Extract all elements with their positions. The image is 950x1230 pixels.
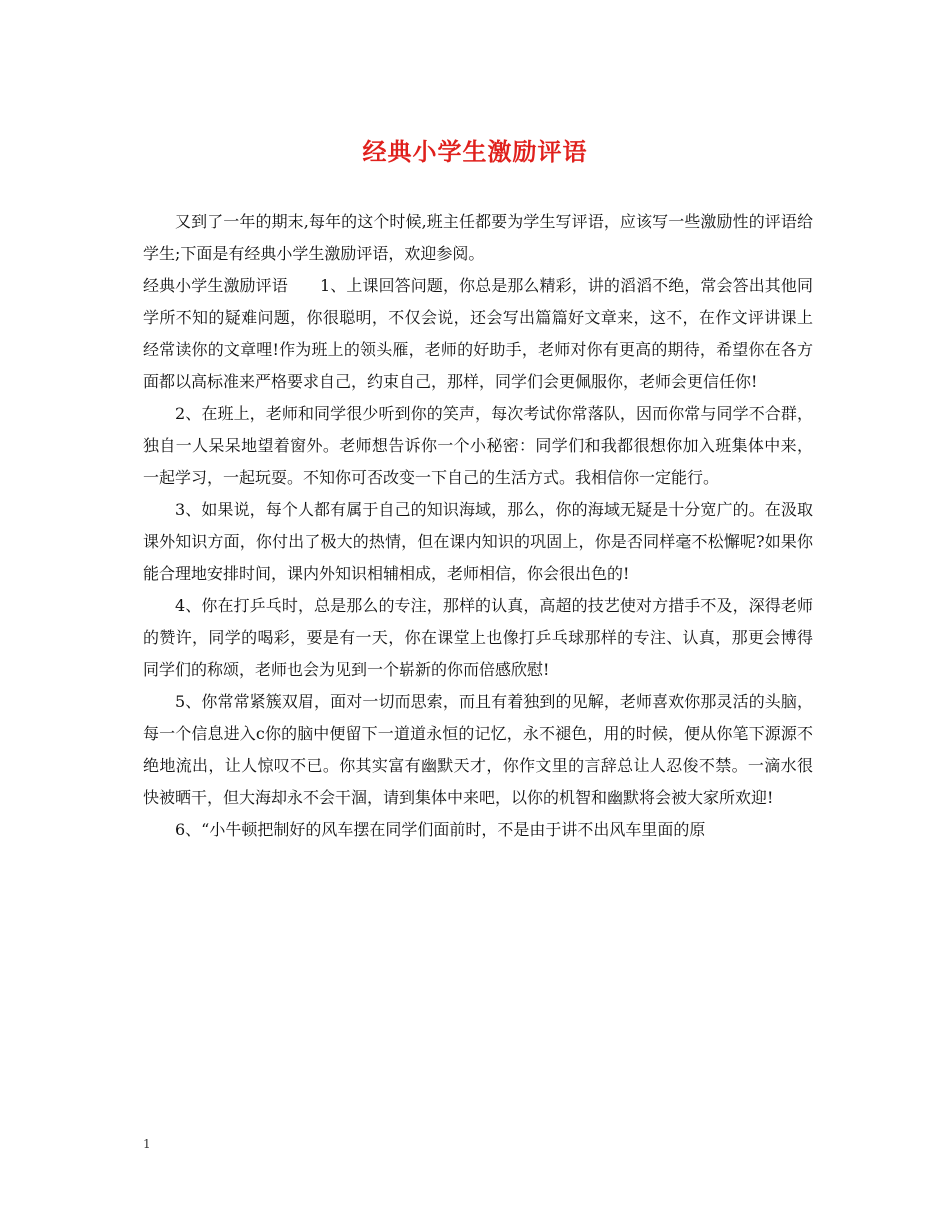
- comment-paragraph-3: 3、如果说，每个人都有属于自己的知识海域，那么，你的海域无疑是十分宽广的。在汲取课外知识方面，你付出了极大的热情，但在课内知识的巩固上，你是否同样毫不松懈呢?如果你能合理地安排时间，课内外知识相辅相成，老师相信，你会很出色的!: [143, 500, 813, 583]
- comment-paragraph-6: 6、“小牛顿把制好的风车摆在同学们面前时，不是由于讲不出风车里面的原: [175, 820, 706, 839]
- comment-paragraph-1: 经典小学生激励评语 1、上课回答问题，你总是那么精彩，讲的滔滔不绝，常会答出其他同学所不知的疑难问题，你很聪明，不仅会说，还会写出篇篇好文章来，这不，在作文评讲课上经常读你的文章哩!作为班上的领头雁，老师的好助手，老师对你有更高的期待，希望你在各方面都以高标准来严格要求自己，约束自己，那样，同学们会更佩服你，老师会更信任你!: [143, 276, 813, 391]
- comment-paragraph-5: 5、你常常紧簇双眉，面对一切而思索，而且有着独到的见解，老师喜欢你那灵活的头脑，每一个信息进入c你的脑中便留下一道道永恒的记忆，永不褪色，用的时候，便从你笔下源源不绝地流出，让人惊叹不已。你其实富有幽默天才，你作文里的言辞总让人忍俊不禁。一滴水很快被晒干，但大海却永不会干涸，请到集体中来吧，以你的机智和幽默将会被大家所欢迎!: [143, 692, 813, 807]
- comment-paragraph-2: 2、在班上，老师和同学很少听到你的笑声，每次考试你常落队，因而你常与同学不合群，独自一人呆呆地望着窗外。老师想告诉你一个小秘密：同学们和我都很想你加入班集体中来，一起学习，一起玩耍。不知你可否改变一下自己的生活方式。我相信你一定能行。: [143, 404, 813, 487]
- page-number: 1: [143, 1137, 151, 1151]
- intro-paragraph: 又到了一年的期末,每年的这个时候,班主任都要为学生写评语，应该写一些激励性的评语给学生;下面是有经典小学生激励评语，欢迎参阅。: [143, 212, 813, 263]
- document-title: 经典小学生激励评语: [362, 137, 588, 166]
- document-body: [143, 206, 813, 846]
- comment-paragraph-4: 4、你在打乒乓时，总是那么的专注，那样的认真，高超的技艺使对方措手不及，深得老师的赞许，同学的喝彩，要是有一天，你在课堂上也像打乒乓球那样的专注、认真，那更会博得同学们的称颂，老师也会为见到一个崭新的你而倍感欣慰!: [143, 596, 813, 679]
